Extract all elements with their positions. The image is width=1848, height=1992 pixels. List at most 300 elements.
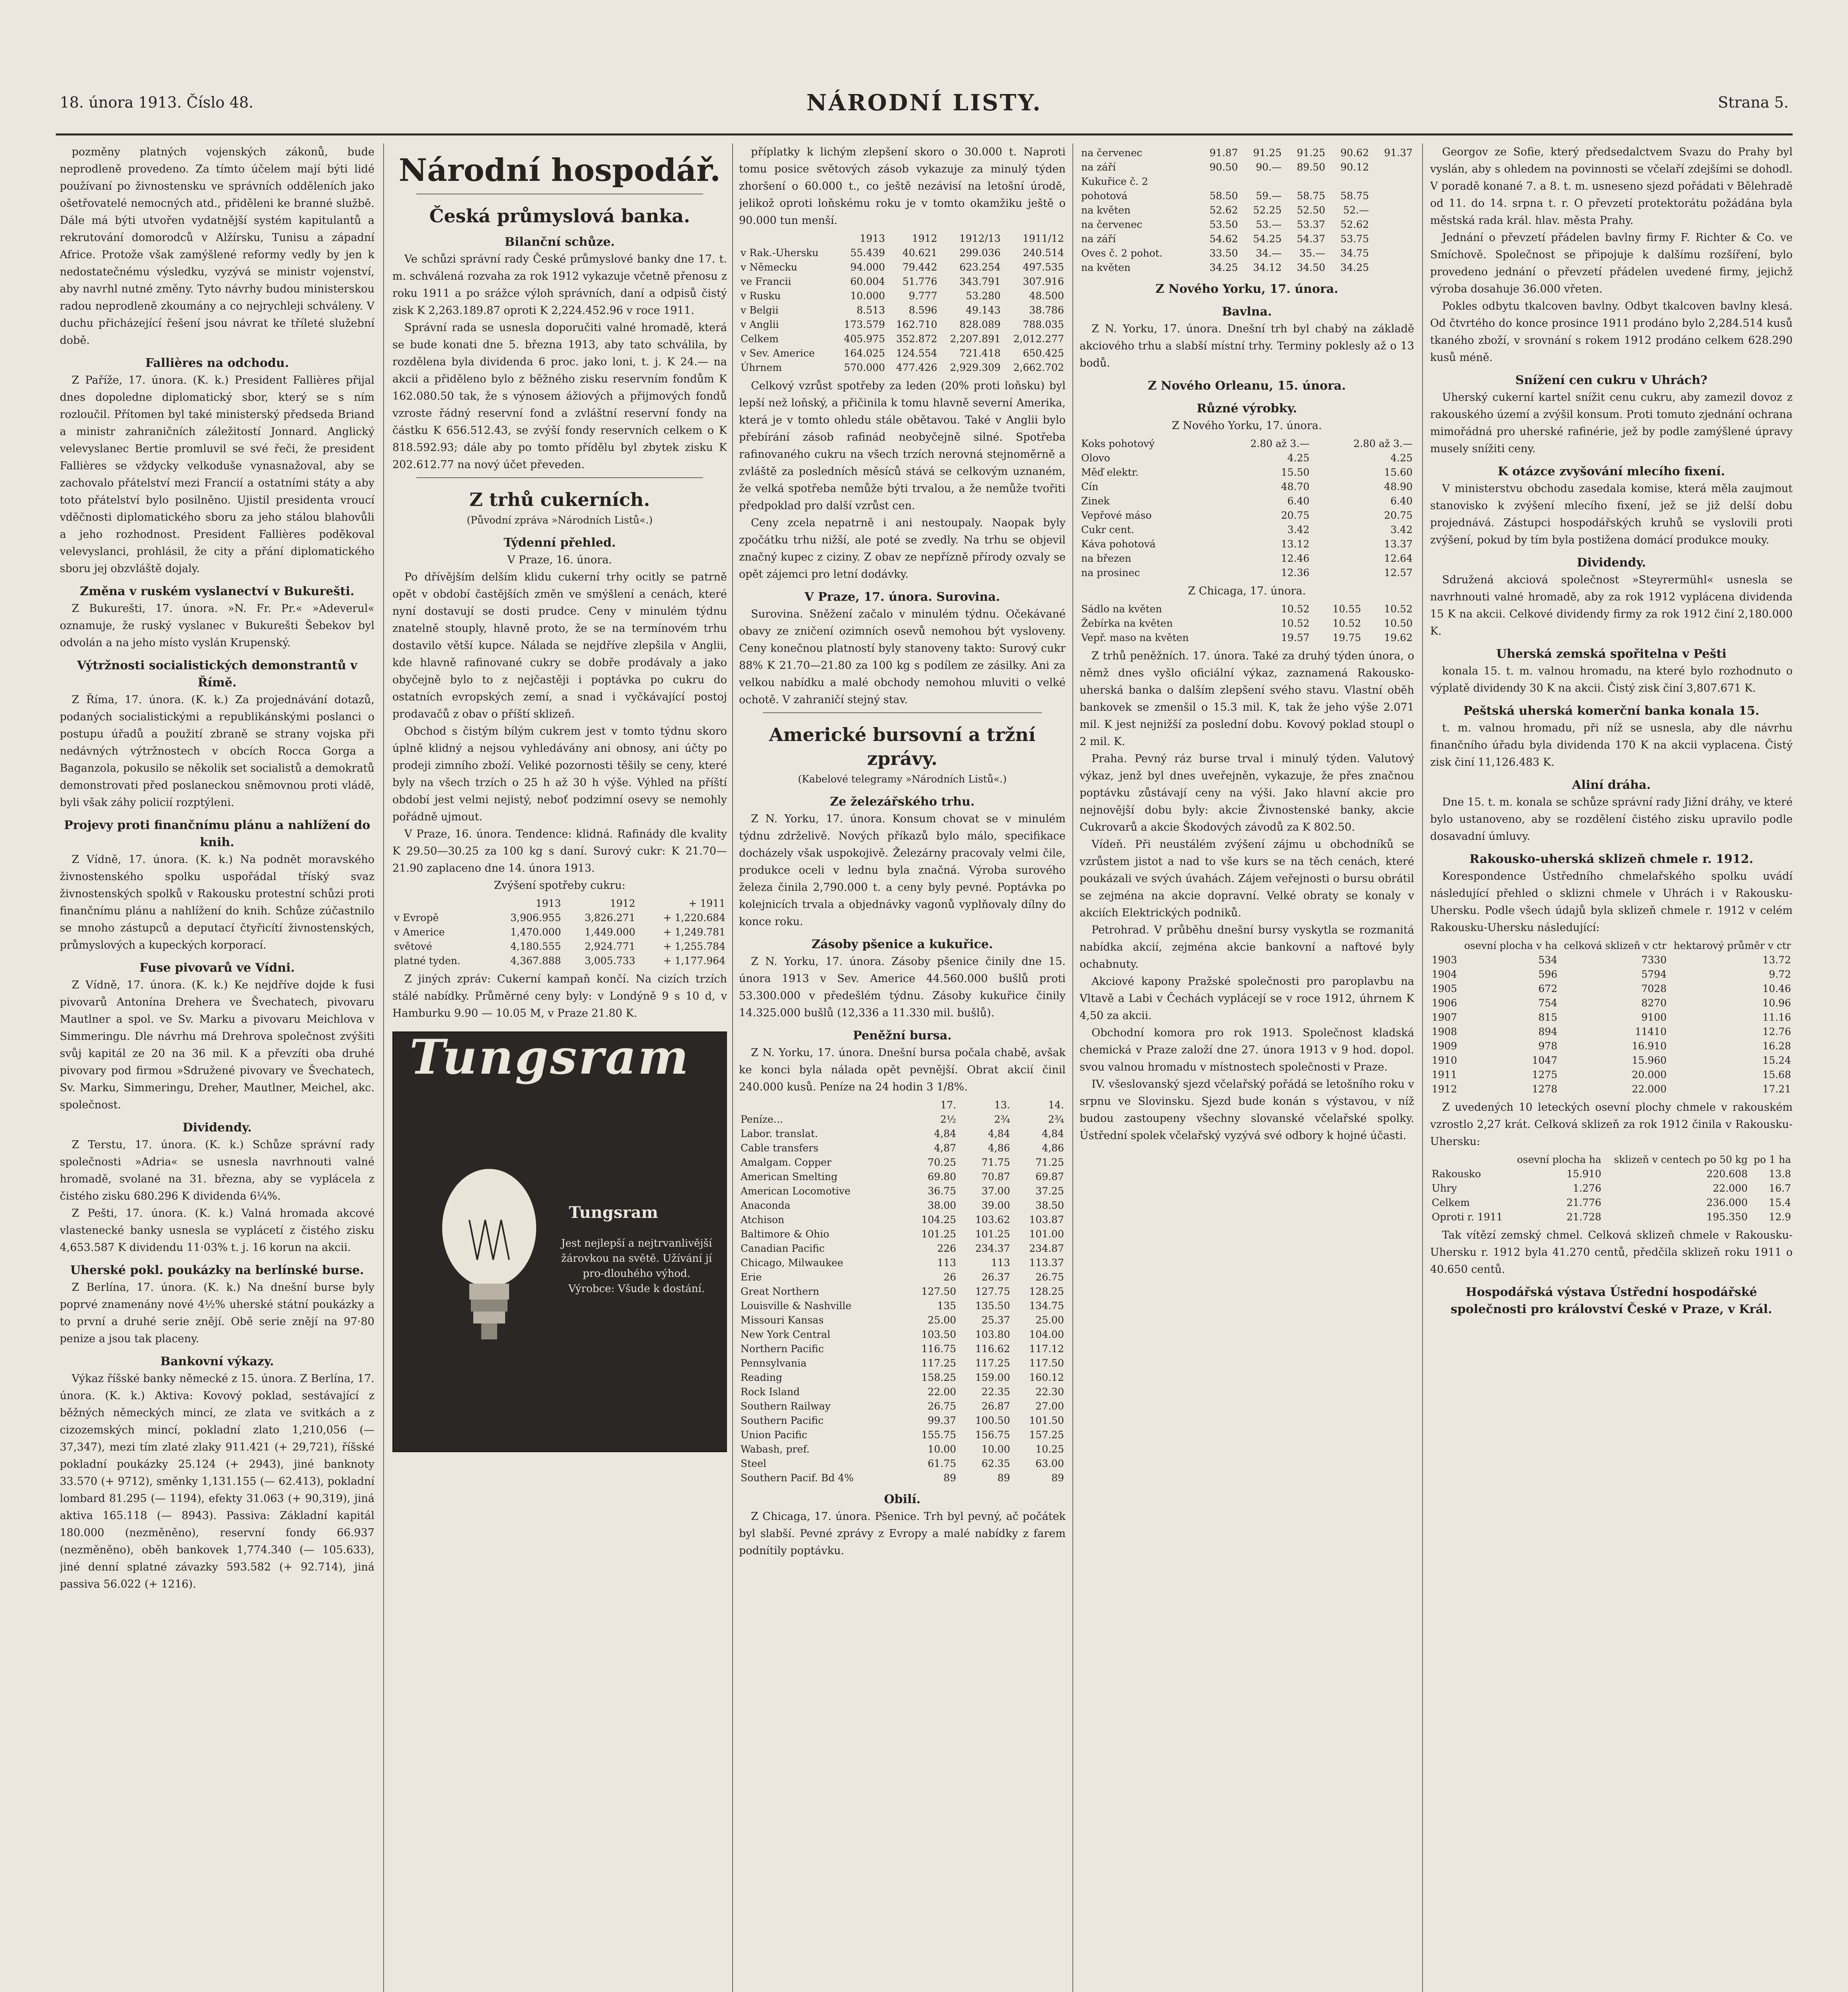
table-header-cell	[739, 1098, 904, 1112]
table-row	[1430, 1068, 1793, 1082]
table-cell: 623.254	[959, 261, 1001, 273]
table-cell: 299.036	[959, 247, 1001, 259]
table-cell: 1907	[1432, 1012, 1457, 1023]
table-row	[1080, 631, 1414, 645]
table-cell: 135	[937, 1300, 956, 1312]
table-cell: 828.089	[959, 319, 1001, 330]
table-cell: 12.76	[1762, 1026, 1791, 1037]
article-title: Z trhů cukerních.	[469, 489, 650, 510]
table-cell: 2½	[940, 1114, 956, 1125]
table-cell: 37.25	[1035, 1185, 1064, 1197]
table-cell: 19.75	[1333, 632, 1361, 643]
table-cell: 89	[997, 1472, 1010, 1484]
column-4	[1080, 143, 1414, 1992]
table-cell: v Sev. Americe	[741, 347, 815, 359]
article-heading: Z Nového Yorku, 17. února.	[1155, 282, 1338, 296]
article-text: konala 15. t. m. valnou hromadu, na které bylo rozhodnuto o výplatě dividendy 30 K na akcii. Čistý zisk činí 3,807.671 K.	[1430, 665, 1793, 694]
table-cell: 48.500	[1029, 290, 1064, 302]
table-cell: na březen	[1081, 553, 1131, 564]
table-header-row	[739, 1098, 1066, 1112]
table-row	[1430, 967, 1793, 982]
table-row	[392, 939, 727, 954]
table-cell: 164.025	[844, 347, 885, 359]
table-cell: Celkem	[741, 333, 779, 345]
table-cell: 53.75	[1340, 233, 1369, 245]
table-header-cell: celková sklizeň v ctr	[1564, 940, 1667, 951]
article-heading: Bankovní výkazy.	[160, 1355, 274, 1369]
table-row	[1080, 189, 1414, 203]
page-header	[60, 90, 1789, 129]
table-header-cell	[1430, 1153, 1509, 1167]
table-cell: 58.50	[1209, 190, 1238, 202]
table-cell: American Locomotive	[741, 1185, 851, 1197]
table-cell: 4,87	[934, 1142, 956, 1154]
table-cell: 116.75	[921, 1343, 956, 1355]
table-cell: 8.513	[856, 304, 885, 316]
article-heading: Změna v ruském vyslanectví v Bukurešti.	[80, 584, 355, 598]
article-text: Z uvedených 10 leteckých osevní plochy chmele v rakouském vzrostlo 2,27 krát. Celková sklizeň za rok 1912 činila v Rakousku-Uhersku:	[1430, 1101, 1793, 1148]
table-cell: 62.35	[982, 1458, 1010, 1469]
table-cell: 307.916	[1023, 276, 1064, 287]
table-cell: 240.514	[1023, 247, 1064, 259]
table-row	[739, 1155, 1066, 1170]
table-cell: 195.350	[1706, 1211, 1748, 1223]
table-row	[739, 1256, 1066, 1270]
table-cell: 135.50	[975, 1300, 1010, 1312]
table-cell: 89.50	[1297, 161, 1325, 173]
table-cell: 90.12	[1340, 161, 1369, 173]
table-header-cell: osevní plocha v ha	[1464, 940, 1558, 951]
table-cell: 20.75	[1281, 510, 1310, 521]
table-row	[739, 1313, 1066, 1327]
table-cell: Sádlo na květen	[1081, 603, 1162, 615]
table-cell: 8270	[1641, 997, 1667, 1009]
table-cell: 10.46	[1762, 983, 1791, 994]
table-row	[1430, 1167, 1793, 1181]
table-cell: 226	[937, 1243, 956, 1254]
table-cell: 17.21	[1762, 1083, 1791, 1095]
table-cell: 48.90	[1384, 481, 1413, 492]
table-cell: 90.—	[1256, 161, 1282, 173]
hop-harvest-table	[1430, 939, 1793, 1096]
table-cell: 53.37	[1297, 219, 1325, 230]
table-row	[1080, 465, 1414, 480]
table-cell: Baltimore & Ohio	[741, 1228, 829, 1240]
table-header-cell: 1911/12	[1023, 233, 1064, 244]
column-5	[1430, 143, 1793, 1992]
table-cell: 15.910	[1566, 1168, 1601, 1180]
column-3	[739, 143, 1066, 1992]
table-cell: 534	[1538, 954, 1558, 966]
table-row	[739, 1213, 1066, 1227]
table-header-row	[392, 896, 727, 911]
table-cell: 19.62	[1384, 632, 1413, 643]
article-text: Z N. Yorku, 17. února. Zásoby pšenice činily dne 15. února 1913 v Sev. Americe 44.560.000 bušlů proti 53.300.000 v předešlém týdnu. Zásoby kukuřice činily 14.325.000 bušlů (12,336 a 11.330 mil. bušlů).	[739, 955, 1066, 1019]
article-text: Tak vítězí zemský chmel. Celková sklizeň chmele v Rakousku-Uhersku r. 1912 byla 41.270 centů, předčila sklizeň roku 1911 o 40.650 centů.	[1430, 1229, 1793, 1276]
table-cell: 10.52	[1384, 603, 1413, 615]
products-table	[1080, 437, 1414, 580]
article-text: Vídeň. Při neustálém zvýšení zájmu u obchodníků se vzrůstem jistot a nad to vše kurs se na těch cenách, které poukázali ve svých úvahách. Zájem veřejnosti o bursu obrátil se zejména na akcie dopravní. Velké obraty se konaly v akciích Elektrických podniků.	[1080, 838, 1414, 919]
article-heading: Fuse pivovarů ve Vídni.	[139, 961, 295, 975]
table-cell: 15.960	[1632, 1055, 1667, 1066]
tungsram-advertisement[interactable]	[392, 1031, 727, 1452]
table-cell: 2,662.702	[1013, 362, 1064, 373]
column-rule	[383, 143, 384, 1992]
article-text: Dne 15. t. m. konala se schůze správní rady Jižní dráhy, ve které bylo ustanoveno, aby se rozdělení čistého zisku upravilo podle dosavadní úmluvy.	[1430, 796, 1793, 843]
table-cell: 3.42	[1287, 524, 1310, 535]
table-cell: 113.37	[1029, 1257, 1064, 1269]
article-source: (Kabelové telegramy »Národních Listů«.)	[798, 773, 1007, 785]
article-text: Z N. Yorku, 17. února. Dnešní trh byl chabý na základě akciového trhu a slabší místní trhy. Terminy poklesly až o 13 bodů.	[1080, 323, 1414, 369]
table-cell: 1910	[1432, 1055, 1457, 1066]
table-cell: 1909	[1432, 1040, 1457, 1052]
table-cell: 7330	[1641, 954, 1667, 966]
table-row	[739, 346, 1066, 361]
table-cell: New York Central	[741, 1329, 831, 1340]
table-cell: 9100	[1641, 1012, 1667, 1023]
article-heading: Dividendy.	[1577, 556, 1646, 570]
table-cell	[1283, 174, 1327, 189]
column-rule	[1422, 143, 1423, 1992]
table-cell: 10.50	[1384, 618, 1413, 629]
table-row	[739, 361, 1066, 375]
table-row	[1080, 451, 1414, 465]
article-title: Americké bursovní a tržní zprávy.	[769, 724, 1036, 769]
table-cell: 22.00	[927, 1386, 956, 1398]
article-text: Z Berlína, 17. února. (K. k.) Na dnešní burse byly poprvé znamenány nové 4½% uherské státní poukázky a to první a druhé serie znějí. Obě serie znějí na 97·80 penize a jsou tak placeny.	[60, 1281, 374, 1345]
table-cell: 38.786	[1029, 304, 1064, 316]
table-cell: 26.87	[982, 1400, 1010, 1412]
table-cell	[1196, 174, 1240, 189]
table-cell: 343.791	[959, 276, 1001, 287]
table-row	[739, 1284, 1066, 1299]
article-text: Petrohrad. V průběhu dnešní bursy vyskytla se rozmanitá nabídka akcií, zejména akcie bankovní a naftové byly ochabnuty.	[1080, 924, 1414, 971]
table-cell: 10.00	[982, 1443, 1010, 1455]
table-cell: 12.9	[1769, 1211, 1791, 1223]
table-cell: Labor. translat.	[741, 1128, 818, 1139]
table-cell: 815	[1538, 1012, 1558, 1023]
table-cell: 127.75	[975, 1286, 1010, 1297]
table-cell: Southern Railway	[741, 1400, 831, 1412]
table-cell: 570.000	[844, 362, 885, 373]
table-cell: 26.75	[927, 1400, 956, 1412]
table-cell: světové	[394, 941, 432, 952]
table-cell: 894	[1538, 1026, 1558, 1037]
article-heading: Rakousko-uherská sklizeň chmele r. 1912.	[1469, 852, 1754, 866]
table-cell: 13.8	[1769, 1168, 1791, 1180]
table-cell: 69.87	[1035, 1171, 1064, 1182]
table-cell: 54.62	[1209, 233, 1238, 245]
table-row	[1080, 146, 1414, 160]
table-cell: 220.608	[1706, 1168, 1748, 1180]
article-text: Z trhů peněžních. 17. února. Také za druhý týden února, o němž dnes vyšlo oficiální výkaz, zaznamená Rakousko-uherská banka o dalším zlepšení svého stavu. Vlastní oběh bankovek se zmenšil o 15.3 mil. K, tak že jeho výše 2.071 mil. K jest nejnižší za poslední dobu. Kovový poklad stoupl o 2 mil. K.	[1080, 650, 1414, 748]
article-heading: Snížení cen cukru v Uhrách?	[1515, 373, 1707, 387]
table-row	[392, 911, 727, 925]
table-cell: 34.—	[1256, 247, 1282, 259]
table-cell: 54.37	[1297, 233, 1325, 245]
article-heading: Peštská uherská komerční banka konala 15.	[1463, 704, 1760, 718]
table-cell: Oves č. 2 pohot.	[1081, 247, 1163, 259]
column-rule	[732, 143, 733, 1992]
table-row	[1430, 1010, 1793, 1025]
table-cell: 3,906.955	[510, 912, 561, 923]
table-cell: 94.000	[850, 261, 885, 273]
table-cell: 99.37	[927, 1415, 956, 1426]
table-header-cell: hektarový průměr v ctr	[1674, 940, 1791, 951]
table-header-cell: 1912	[912, 233, 937, 244]
table-row	[1080, 602, 1414, 616]
table-cell: 53.—	[1256, 219, 1282, 230]
divider	[416, 477, 703, 478]
table-row	[739, 1471, 1066, 1485]
table-cell: 2¾	[1048, 1114, 1064, 1125]
table-row	[1080, 480, 1414, 494]
table-row	[1080, 261, 1414, 275]
table-caption: Zvýšení spotřeby cukru:	[494, 879, 626, 892]
table-cell: 15.50	[1281, 467, 1310, 478]
table-cell: 1.276	[1573, 1182, 1601, 1194]
table-cell: 1911	[1432, 1069, 1457, 1080]
table-cell: v Rak.-Uhersku	[741, 247, 819, 259]
table-cell: 4,86	[988, 1142, 1010, 1154]
table-cell: Canadian Pacific	[741, 1243, 825, 1254]
table-cell: Erie	[741, 1271, 762, 1283]
table-cell: 159.00	[975, 1372, 1010, 1383]
table-cell: 4,84	[988, 1128, 1010, 1139]
table-cell: 48.70	[1281, 481, 1310, 492]
article-text: V Praze, 16. února. Tendence: klidná. Rafinády dle kvality K 29.50—30.25 za 100 kg s daní. Surový cukr: K 21.70—21.90 zaplaceno dne 14. února 1913.	[392, 828, 727, 874]
table-cell: 53.280	[966, 290, 1001, 302]
table-header-cell: 17.	[940, 1099, 956, 1111]
table-cell: 54.25	[1253, 233, 1282, 245]
table-cell: 15.60	[1384, 467, 1413, 478]
table-cell: 103.62	[975, 1214, 1010, 1225]
table-cell: 2¾	[994, 1114, 1010, 1125]
article-subtitle: Bilanční schůze.	[504, 235, 615, 249]
article-text: Uherský cukerní kartel snížit cenu cukru, aby zamezil dovoz z rakouského území a zvýšil konsum. Proti tomuto zjednání ochrana mimořádná pro uherské rafinérie, jež by podle zamýšlené úpravy musely snížiti ceny.	[1430, 391, 1793, 455]
table-cell: 156.75	[975, 1429, 1010, 1441]
table-row	[1430, 996, 1793, 1010]
table-cell: 16.910	[1632, 1040, 1667, 1052]
article-text: Praha. Pevný ráz burse trval i minulý týden. Valutový výkaz, jenž byl dnes uveřejněn, vykazuje, že přes značnou poptávku zůstávají ceny na výši. Jako hlavní akcie pro nejnovější dobu byly: akcie Živnostenské banky, akcie Cukrovarů a akcie Škodových závodů za K 802.50.	[1080, 753, 1414, 833]
table-row	[1080, 218, 1414, 232]
table-cell: Rock Island	[741, 1386, 800, 1398]
table-cell: ve Francii	[741, 276, 792, 287]
table-cell: v Anglii	[741, 319, 779, 330]
hop-summary-table	[1430, 1153, 1793, 1224]
table-row	[1080, 160, 1414, 174]
table-row	[739, 332, 1066, 346]
table-cell: 113	[937, 1257, 956, 1269]
table-cell: 40.621	[902, 247, 937, 259]
table-cell: Union Pacific	[741, 1429, 807, 1441]
table-cell: Olovo	[1081, 452, 1110, 464]
table-row	[1080, 508, 1414, 523]
table-cell: Zinek	[1081, 495, 1110, 507]
table-header-cell: + 1911	[688, 898, 725, 909]
article-text: t. m. valnou hromadu, při níž se usnesla, aby dle návrhu finančního úřadu byla dividenda 170 K na akcii vyplacena. Čistý zisk činí 11,126.483 K.	[1430, 722, 1793, 769]
table-cell: 20.000	[1632, 1069, 1667, 1080]
table-cell: 89	[1051, 1472, 1064, 1484]
table-cell: pohotová	[1081, 190, 1128, 202]
table-row	[1080, 246, 1414, 261]
table-cell: 10.52	[1281, 603, 1310, 615]
table-cell: 158.25	[921, 1372, 956, 1383]
table-cell: 788.035	[1023, 319, 1064, 330]
table-row	[1430, 1210, 1793, 1224]
table-cell: Southern Pacific	[741, 1415, 824, 1426]
table-cell: 12.57	[1384, 567, 1413, 578]
table-cell: Měď elektr.	[1081, 467, 1139, 478]
table-cell: 37.00	[982, 1185, 1010, 1197]
article-text: Obchodní komora pro rok 1913. Společnost kladská chemická v Praze založí dne 27. února 1913 v 9 hod. dopol. svou valnou hromadu v místnostech společnosti v Praze.	[1080, 1027, 1414, 1073]
table-cell: 10.55	[1333, 603, 1361, 615]
table-cell: v Evropě	[394, 912, 439, 923]
table-cell: Rakousko	[1432, 1168, 1481, 1180]
table-cell: 63.00	[1035, 1458, 1064, 1469]
table-cell: na květen	[1081, 204, 1131, 216]
table-cell: 15.68	[1762, 1069, 1791, 1080]
table-cell: 1908	[1432, 1026, 1457, 1037]
table-cell: Celkem	[1432, 1197, 1470, 1208]
article-source: (Původní zpráva »Národních Listů«.)	[466, 514, 653, 526]
article-text: Georgov ze Sofie, který předsedalctvem Svazu do Prahy byl vyslán, aby s ohledem na povinnosti se včelaří zdejšími se dohodl. V poradě konané 7. a 8. t. m. usneseno sjezd pořádati v Bělehradě od 11. do 14. srpna t. r. O převzetí protektorátu požádána byla městská rada král. hlav. města Prahy.	[1430, 146, 1793, 227]
table-row	[739, 1112, 1066, 1127]
table-cell: 1278	[1532, 1083, 1558, 1095]
table-row	[1080, 174, 1414, 189]
table-row	[739, 1184, 1066, 1198]
article-text: Výkaz říšské banky německé z 15. února. Z Berlína, 17. února. (K. k.) Aktiva: Kovový poklad, sestávající z běžných německých mincí, ze zlata ve svitkách a z cizozemských mincí, pokladní zlato 1,210,056 (— 37,347), mezi tím zlaté zlaky 911.421 (+ 29,721), říšské pokladní poukázky 25.124 (+ 2943), jiné banknoty 33.570 (+ 9712), směnky 1,131.155 (— 62.413), pokladní lombard 81.295 (— 1194), efekty 31.063 (+ 90,319), jiná aktiva 165.118 (— 8943). Passiva: Základní kapitál 180.000 (nezměněno), reservní fondy 66.937 (nezměněno), oběh bankovek 1,774.340 (— 105.633), jiné denní splatné závazky 593.582 (+ 92.714), jiná passiva 56.022 (+ 1216).	[60, 1372, 374, 1590]
article-text: Z Terstu, 17. února. (K. k.) Schůze správní rady společnosti »Adria« se usnesla navrhnouti valné hromadě, svolané na 31. března, aby se vyplácela z čistého zisku 680.296 K dividenda 6¼%.	[60, 1139, 374, 1202]
table-cell: 12.36	[1281, 567, 1310, 578]
table-cell: 5794	[1641, 969, 1667, 980]
section-title: Národní hospodář.	[398, 152, 721, 188]
table-cell: 127.50	[921, 1286, 956, 1297]
table-cell: 27.00	[1035, 1400, 1064, 1412]
table-cell: 7028	[1641, 983, 1667, 994]
table-cell: 34.50	[1297, 262, 1325, 273]
article-subtitle: Týdenní přehled.	[504, 536, 616, 550]
table-cell: 2,207.891	[950, 333, 1001, 345]
table-row	[1430, 1039, 1793, 1053]
table-cell: 721.418	[959, 347, 1001, 359]
ad-brand-name: Tungsram	[569, 1203, 658, 1222]
table-header-cell: 1913	[860, 233, 885, 244]
table-cell: 34.25	[1209, 262, 1238, 273]
column-rule	[1072, 143, 1073, 1992]
header-rule	[56, 133, 1793, 135]
article-text: Korespondence Ústředního chmelařského spolku uvádí následující přehled o sklizni chmele v Uhrách i v Rakousku-Uhersku. Podle všech údajů byla sklizeň chmele r. 1912 v celém Rakousku-Uhersku následující:	[1430, 870, 1793, 934]
table-cell: Vepř. maso na květen	[1081, 632, 1189, 643]
table-cell: 16.28	[1762, 1040, 1791, 1052]
article-heading: Peněžní bursa.	[853, 1029, 952, 1043]
table-row	[739, 1356, 1066, 1370]
table-cell: Pennsylvania	[741, 1357, 807, 1369]
table-cell: 10.52	[1333, 618, 1361, 629]
issue-date: 18. února 1913. Číslo 48.	[60, 94, 254, 111]
table-cell: 52.—	[1343, 204, 1369, 216]
table-cell: 22.000	[1632, 1083, 1667, 1095]
table-cell: 117.25	[921, 1357, 956, 1369]
chicago-table	[1080, 602, 1414, 645]
table-cell: Chicago, Milwaukee	[741, 1257, 843, 1269]
table-cell: v Německu	[741, 261, 798, 273]
table-cell: 8.596	[909, 304, 937, 316]
table-row	[739, 1414, 1066, 1428]
table-cell: 61.75	[927, 1458, 956, 1469]
table-cell: 4.25	[1287, 452, 1310, 464]
table-cell: 6.40	[1390, 495, 1413, 507]
article-text: Jednání o převzetí přádelen bavlny firmy F. Richter & Co. ve Smíchově. Společnost se připojuje k dalšímu rozšíření, bylo provedeno jednání o převzetí přádelen uvedené firmy, jejichž výroba dosahuje 36.000 vřeten.	[1430, 231, 1793, 295]
table-cell: 35.—	[1299, 247, 1325, 259]
table-cell: 22.000	[1713, 1182, 1748, 1194]
table-cell: Cable transfers	[741, 1142, 819, 1154]
table-cell: 51.776	[902, 276, 937, 287]
table-cell: 26.37	[982, 1271, 1010, 1283]
table-cell	[1327, 174, 1371, 189]
table-cell: 124.554	[896, 347, 937, 359]
table-cell: 70.25	[927, 1157, 956, 1168]
table-cell: 59.—	[1256, 190, 1282, 202]
article-text: Po dřívějším delším klidu cukerní trhy ocitly se patrně opět v období častějších změn ve smýšlení a cenách, které nyní dostavují se dosti prudce. Ceny v minulém týdnu znatelně stouply, hlavně proto, že se na termínovém trhu dostavilo větší kupce. Nálada se nejdříve zlepšila v Anglii, kde hlavně rafinované cukry se dobře prodávaly a jako obyčejně bylo to z nejčastěji i poptávka po cukru do ostatních evropských zemí, a snad i vyčkávající postoj prodavačů z obav o příští sklizeň.	[392, 571, 727, 720]
article-heading: Uherské pokl. poukázky na berlínské burse.	[70, 1263, 364, 1277]
table-cell: 754	[1538, 997, 1558, 1009]
article-title: Česká průmyslová banka.	[429, 205, 690, 227]
table-cell: 91.25	[1297, 147, 1325, 159]
table-cell: 2,929.309	[950, 362, 1001, 373]
table-cell: + 1,220.684	[663, 912, 725, 923]
table-cell: 103.80	[975, 1329, 1010, 1340]
table-cell: 90.50	[1209, 161, 1238, 173]
article-text: Z Bukurešti, 17. února. »N. Fr. Pr.« »Adeverul« oznamuje, že ruský vyslanec v Bukurešti Šebekov byl odvolán a na jeho místo vyslán Krupenský.	[60, 602, 374, 649]
table-cell: 113	[991, 1257, 1010, 1269]
column-2	[392, 143, 727, 1992]
table-cell: platné tyden.	[394, 955, 461, 967]
table-cell: 52.62	[1340, 219, 1369, 230]
table-row	[1080, 232, 1414, 246]
table-row	[739, 1227, 1066, 1241]
divider	[763, 712, 1042, 713]
lightbulb-icon	[437, 1164, 541, 1347]
article-text: Správní rada se usnesla doporučiti valné hromadě, která se bude konati dne 5. března 1913, aby tato schválila, by rozdělena byla dividenda 6 proc. jako loni, t. j. K 24.— na akcii a přiděleno bylo z běžného zisku reservním fondům K 162.080.50 tak, že s výnosem ážiových a přijmových fondů vzroste řádný reservní fond a zvláštní reservní fondy na částku K 656.512.43, se zvýší fondy reservních celkem o K 818.592.93; dále aby po tomto přídělu byl zbytek zisku K 202.612.77 na nový účet převeden.	[392, 322, 727, 471]
table-cell: 352.872	[896, 333, 937, 345]
sugar-table	[392, 896, 727, 968]
table-cell: 10.25	[1035, 1443, 1064, 1455]
table-cell: 21.776	[1566, 1197, 1601, 1208]
article-text: Z Chicaga, 17. února. Pšenice. Trh byl pevný, ač počátek byl slabší. Pevné zprávy z Evropy a malé nabídky z farem podnítily poptávku.	[739, 1510, 1066, 1557]
table-cell: 33.50	[1209, 247, 1238, 259]
table-cell: 3,826.271	[584, 912, 635, 923]
table-row	[739, 260, 1066, 274]
table-row	[739, 1385, 1066, 1399]
table-cell: 90.62	[1340, 147, 1369, 159]
table-cell: 11410	[1635, 1026, 1667, 1037]
table-cell: 9.777	[909, 290, 937, 302]
article-heading: V Praze, 17. února. Surovina.	[804, 590, 1000, 604]
table-cell: 1275	[1532, 1069, 1558, 1080]
table-header-cell	[392, 896, 488, 911]
article-text: Z N. Yorku, 17. února. Dnešní bursa počala chabě, avšak ke konci byla nálada opět pevnější. Obrat akcií činil 240.000 kusů. Peníze na 24 hodin 3 1/8%.	[739, 1047, 1066, 1093]
table-cell: 13.37	[1384, 538, 1413, 550]
article-heading: Hospodářská výstava Ústřední hospodářské společnosti pro království České v Praze, v Král.	[1450, 1285, 1772, 1316]
table-header-row	[739, 231, 1066, 246]
table-cell: 22.30	[1035, 1386, 1064, 1398]
table-cell: 101.25	[921, 1228, 956, 1240]
article-text: Obchod s čistým bílým cukrem jest v tomto týdnu skoro úplně klidný a nejsou vyhledávány ani obnosy, ani účty po prodeji zimního zboží. Veliké pozornosti těšily se ceny, které byly na všech trzích o 25 h až 30 h výše. Výhled na příští období jest velmi nejistý, neboť podzimní osevy se nemohly pořádně ujmout.	[392, 725, 727, 823]
table-cell: 38.50	[1035, 1200, 1064, 1211]
table-row	[739, 1127, 1066, 1141]
table-cell: 173.579	[844, 319, 885, 330]
